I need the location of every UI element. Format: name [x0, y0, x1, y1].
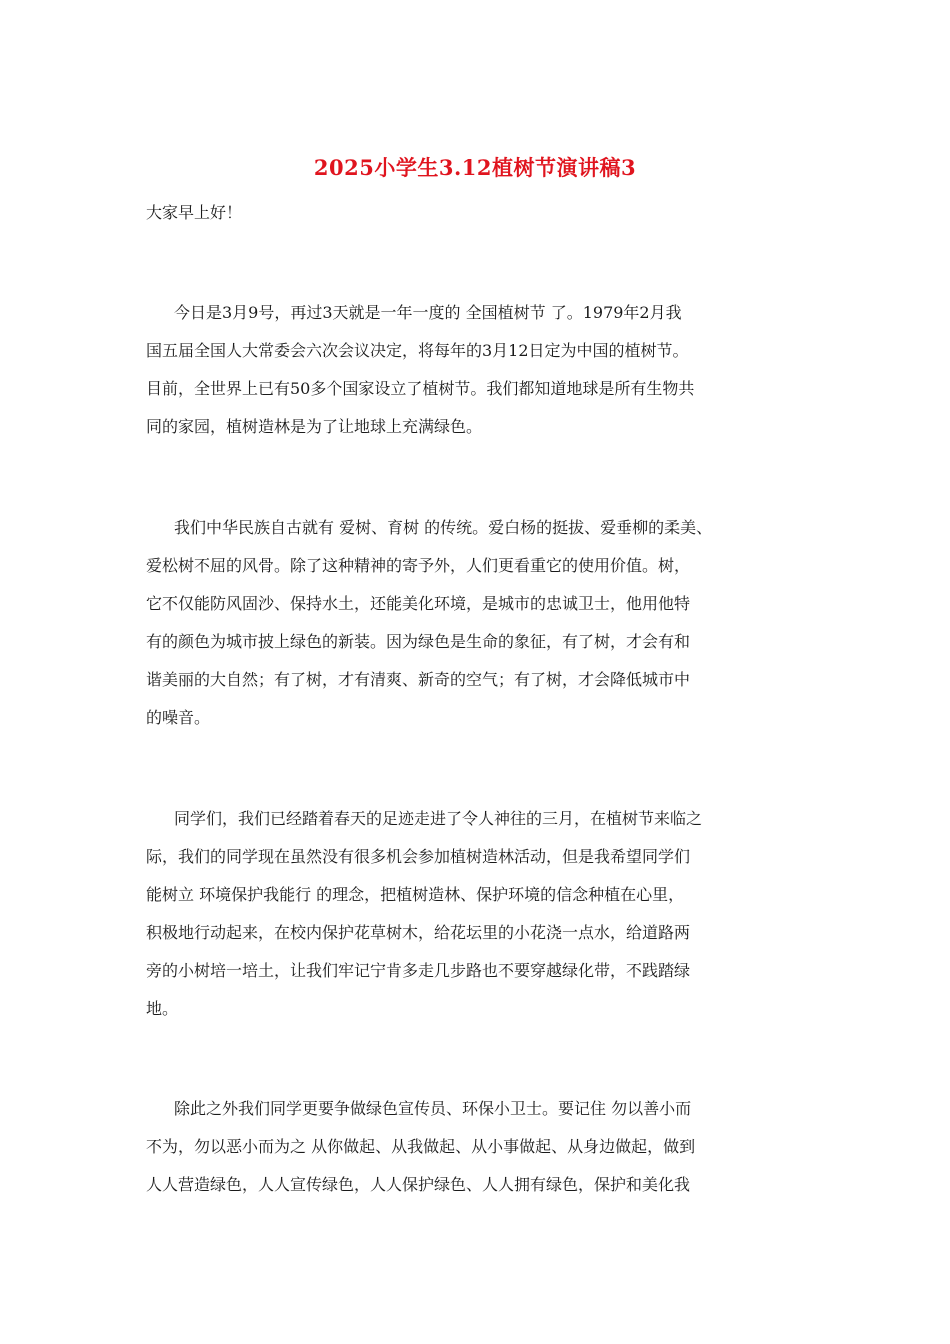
paragraph-1: [146, 294, 836, 446]
paragraph-line: 同的家园，植树造林是为了让地球上充满绿色。: [146, 417, 483, 436]
paragraph-line: 积极地行动起来，在校内保护花草树木，给花坛里的小花浇一点水，给道路两: [146, 923, 691, 942]
paragraph-line: 旁的小树培一培土，让我们牢记宁肯多走几步路也不要穿越绿化带，不践踏绿: [146, 961, 691, 980]
greeting-line: 大家早上好！: [146, 203, 243, 222]
paragraph-line: 谐美丽的大自然；有了树，才有清爽、新奇的空气；有了树，才会降低城市中: [146, 670, 691, 689]
paragraph-line: 今日是3月9号，再过3天就是一年一度的 全国植树节 了。1979年2月我: [174, 303, 682, 322]
document-title: 2025小学生3.12植树节演讲稿3: [313, 155, 637, 180]
paragraph-line: 国五届全国人大常委会六次会议决定，将每年的3月12日定为中国的植树节。: [146, 341, 689, 360]
paragraph-line: 同学们，我们已经踏着春天的足迹走进了令人神往的三月，在植树节来临之: [174, 809, 703, 828]
paragraph-line: 的噪音。: [146, 708, 211, 727]
paragraph-line: 际，我们的同学现在虽然没有很多机会参加植树造林活动，但是我希望同学们: [146, 847, 691, 866]
paragraph-line: 除此之外我们同学更要争做绿色宣传员、环保小卫士。要记住 勿以善小而: [174, 1099, 692, 1118]
paragraph-line: 人人营造绿色，人人宣传绿色，人人保护绿色、人人拥有绿色，保护和美化我: [146, 1175, 691, 1194]
paragraph-2: [146, 509, 836, 737]
paragraph-line: 我们中华民族自古就有 爱树、育树 的传统。爱白杨的挺拔、爱垂柳的柔美、: [174, 518, 713, 537]
paragraph-line: 有的颜色为城市披上绿色的新装。因为绿色是生命的象征，有了树，才会有和: [146, 632, 691, 651]
paragraph-line: 爱松树不屈的风骨。除了这种精神的寄予外，人们更看重它的使用价值。树，: [146, 556, 691, 575]
paragraph-line: 它不仅能防风固沙、保持水土，还能美化环境，是城市的忠诚卫士，他用他特: [146, 594, 691, 613]
paragraph-line: 目前，全世界上已有50多个国家设立了植树节。我们都知道地球是所有生物共: [146, 379, 695, 398]
paragraph-line: 地。: [146, 999, 179, 1018]
paragraph-4: [146, 1090, 836, 1204]
paragraph-line: 能树立 环境保护我能行 的理念，把植树造林、保护环境的信念种植在心里，: [146, 885, 685, 904]
paragraph-3: [146, 800, 836, 1028]
paragraph-line: 不为，勿以恶小而为之 从你做起、从我做起、从小事做起、从身边做起，做到: [146, 1137, 696, 1156]
